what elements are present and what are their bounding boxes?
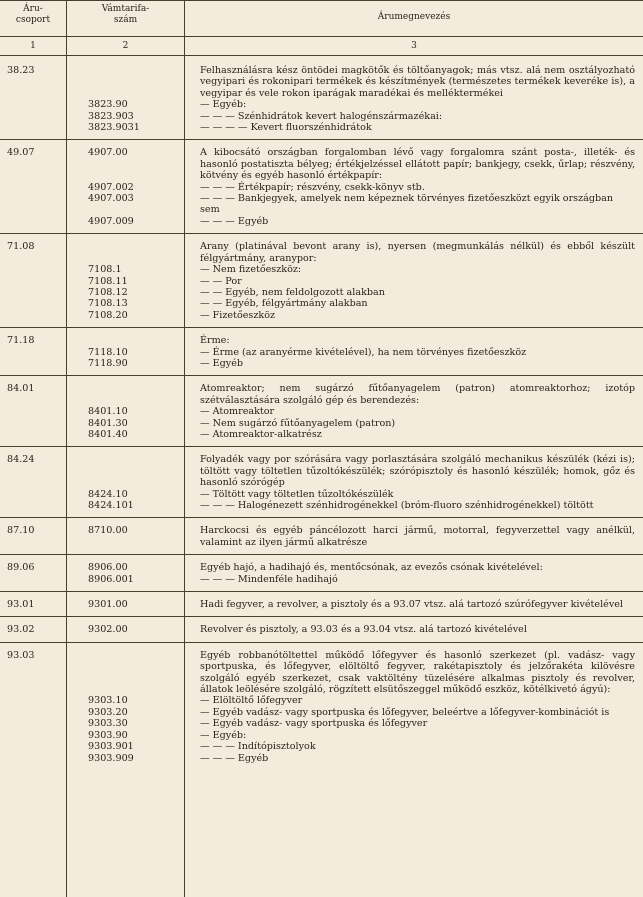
tariff-number: 4907.00	[88, 147, 128, 159]
goods-subitem: — Atomreaktor-alkatrész	[200, 428, 322, 440]
tariff-entry	[0, 592, 643, 617]
tariff-number: 3823.903	[88, 110, 134, 122]
tariff-entry	[0, 140, 643, 234]
tariff-line	[0, 741, 643, 752]
tariff-line	[0, 500, 643, 511]
header-bottom-rule	[0, 55, 643, 56]
goods-subitem: — Egyéb	[200, 357, 244, 369]
goods-subitem: — — Egyéb, félgyártmány alakban	[200, 298, 368, 310]
goods-subitem: — Egyéb:	[200, 729, 247, 741]
tariff-line	[0, 454, 643, 488]
goods-description: Egyéb robbanótöltettel működő lőfegyver és hasonló szerkezet (pl. vadász- vagy sportpuska, és lőfegyver, elöltöltő fegyver, rakétapisztoly és jelzőrakéta kilövésre szolgáló egyéb szerkezet, csak vaktöltény tüzelésére alkalmas pisztoly és revolver, állatok leölésére szolgáló, rögzített elsütőszeggel működő eszköz, kötélkivetó ágyú):	[200, 649, 635, 696]
tariff-line	[0, 695, 643, 706]
tariff-line	[0, 599, 643, 610]
group-code: 93.03	[7, 649, 35, 661]
tariff-entries	[0, 58, 643, 770]
goods-description: Atomreaktor; nem sugárzó fűtőanyagelem (patron) atomreaktorhoz; izotóp szétválasztására szolgáló gép és berendezés:	[200, 383, 635, 406]
tariff-line	[0, 574, 643, 585]
group-code: 93.02	[7, 624, 35, 636]
group-code: 71.08	[7, 241, 35, 253]
tariff-line	[0, 310, 643, 321]
group-code: 87.10	[7, 525, 35, 537]
group-code: 84.01	[7, 383, 35, 395]
tariff-number: 3823.90	[88, 99, 128, 111]
tariff-line	[0, 406, 643, 417]
tariff-number: 7108.20	[88, 309, 128, 321]
group-code: 38.23	[7, 65, 35, 76]
tariff-line	[0, 111, 643, 122]
col-number-3: 3	[411, 41, 417, 51]
goods-subitem: — — Egyéb, nem feldolgozott alakban	[200, 286, 385, 298]
col-number-2: 2	[122, 41, 129, 51]
tariff-number: 4907.003	[88, 193, 134, 205]
tariff-number: 9303.909	[88, 752, 134, 764]
tariff-entry	[0, 328, 643, 376]
goods-subitem: — Fizetőeszköz	[200, 309, 276, 321]
tariff-entry	[0, 447, 643, 518]
group-code: 93.01	[7, 599, 35, 611]
tariff-line	[0, 624, 643, 635]
goods-description: Felhasználásra kész öntödei magkötők és töltőanyagok; más vtsz. alá nem osztályozható vegyipari és rokonipari termékek és készítmények (természetes termékek keveréke is), a vegyipar és vele rokon iparágak maradékai és melléktermékei	[200, 65, 635, 99]
tariff-line	[0, 347, 643, 358]
goods-subitem: — — — — Kevert fluorszénhidrátok	[200, 122, 372, 134]
tariff-line	[0, 241, 643, 264]
tariff-line	[0, 730, 643, 741]
tariff-line	[0, 99, 643, 110]
tariff-line	[0, 264, 643, 275]
goods-subitem: — Érme (az aranyérme kivételével), ha nem törvényes fizetőeszköz	[200, 346, 527, 358]
tariff-line	[0, 562, 643, 573]
tariff-line	[0, 489, 643, 500]
group-code: 49.07	[7, 147, 35, 159]
tariff-number: 8424.101	[88, 500, 134, 511]
tariff-entry	[0, 518, 643, 555]
goods-subitem: — — — Mindenféle hadihajó	[200, 573, 338, 585]
goods-description: Érme:	[200, 335, 230, 347]
tariff-number: 7108.1	[88, 264, 122, 276]
goods-description: Folyadék vagy por szórására vagy porlasztására szolgáló mechanikus készülék (kézi is); töltött vagy töltetlen tűzoltókészülék; szórópisztoly és hasonló készülék; homok, gőz és hasonló szórógép	[200, 454, 635, 489]
tariff-number: 7108.11	[88, 275, 128, 287]
tariff-number: 8424.10	[88, 488, 128, 500]
goods-subitem: — Egyéb vadász- vagy sportpuska és lőfegyver	[200, 718, 428, 730]
goods-subitem: — Nem fizetőeszköz:	[200, 264, 302, 276]
goods-subitem: — Egyéb:	[200, 99, 247, 111]
tariff-number: 8906.00	[88, 562, 128, 574]
tariff-entry	[0, 234, 643, 328]
col-number-1: 1	[30, 41, 36, 51]
tariff-line	[0, 429, 643, 440]
goods-subitem: — Elöltöltő lőfegyver	[200, 695, 303, 707]
tariff-number: 8710.00	[88, 525, 128, 537]
tariff-line	[0, 298, 643, 309]
goods-description: Egyéb hajó, a hadihajó és, mentőcsónak, az evezős csónak kivételével:	[200, 562, 543, 574]
goods-subitem: — — — Szénhidrátok kevert halogénszármazékai:	[200, 110, 443, 122]
tariff-line	[0, 147, 643, 181]
col-header-vamtarifa-szam: Vámtarifa- szám	[101, 4, 150, 25]
tariff-line	[0, 65, 643, 99]
tariff-number: 4907.002	[88, 181, 134, 193]
col-header-arumegnevezes: Árumegnevezés	[377, 12, 451, 22]
goods-description: Arany (platinával bevont arany is), nyersen (megmunkálás nélkül) és ebből készült félgyártmány, aranypor:	[200, 241, 635, 264]
tariff-number: 8401.10	[88, 406, 128, 418]
tariff-entry	[0, 555, 643, 592]
tariff-number: 4907.009	[88, 215, 134, 227]
tariff-number: 8401.30	[88, 417, 128, 429]
tariff-number: 9303.901	[88, 741, 134, 753]
tariff-line	[0, 753, 643, 764]
tariff-number: 9303.90	[88, 729, 128, 741]
tariff-number: 7118.90	[88, 357, 128, 369]
goods-subitem: — — — Halogénezett szénhidrogénekkel (bróm-fluoro szénhidrogénekkel) töltött	[200, 500, 594, 511]
tariff-line	[0, 122, 643, 133]
tariff-number: 8906.001	[88, 573, 134, 585]
tariff-number: 3823.9031	[88, 122, 140, 134]
tariff-line	[0, 707, 643, 718]
goods-description: Harckocsi és egyéb páncélozott harci jármű, motorral, fegyverzettel vagy anélkül, valamint az ilyen jármű alkatrésze	[200, 525, 635, 548]
goods-subitem: — — — Egyéb	[200, 752, 269, 764]
tariff-line	[0, 525, 643, 548]
col-header-arucsoport: Áru- csoport	[15, 4, 51, 25]
group-code: 89.06	[7, 562, 35, 574]
group-code: 71.18	[7, 335, 35, 347]
tariff-line	[0, 182, 643, 193]
goods-subitem: — Atomreaktor	[200, 406, 275, 418]
tariff-number: 8401.40	[88, 428, 128, 440]
goods-description: Revolver és pisztoly, a 93.03 és a 93.04 vtsz. alá tartozó kivételével	[200, 624, 527, 636]
tariff-line	[0, 276, 643, 287]
goods-subitem: — — — Indítópisztolyok	[200, 741, 316, 753]
tariff-entry	[0, 643, 643, 770]
tariff-line	[0, 358, 643, 369]
tariff-line	[0, 418, 643, 429]
goods-subitem: — Nem sugárzó fűtőanyagelem (patron)	[200, 417, 396, 429]
tariff-line	[0, 193, 643, 216]
goods-subitem: — Egyéb vadász- vagy sportpuska és lőfegyver, beleértve a lőfegyver-kombinációt is	[200, 706, 610, 718]
table-header	[0, 0, 643, 56]
tariff-entry	[0, 617, 643, 642]
tariff-number: 9303.30	[88, 718, 128, 730]
group-code: 84.24	[7, 454, 35, 466]
tariff-line	[0, 650, 643, 696]
tariff-entry	[0, 376, 643, 447]
tariff-line	[0, 216, 643, 227]
tariff-line	[0, 335, 643, 346]
tariff-number: 9303.10	[88, 695, 128, 707]
tariff-line	[0, 718, 643, 729]
goods-subitem: — — — Értékpapír; részvény, csekk-könyv stb.	[200, 181, 425, 193]
goods-subitem: — — — Egyéb	[200, 215, 269, 227]
goods-subitem: — Töltött vagy töltetlen tűzoltókészülék	[200, 488, 394, 500]
goods-description: A kibocsátó országban forgalomban lévő vagy forgalomra szánt posta-, illeték- és hasonló postatiszta bélyeg; értékjelzéssel ellátott papír; bankjegy, csekk, űrlap; részvény, kötvény és egyéb hasonló értékpapír:	[200, 147, 635, 182]
goods-subitem: — — — Bankjegyek, amelyek nem képeznek törvényes fizetőeszközt egyik országban sem	[200, 193, 614, 216]
tariff-number: 7108.13	[88, 298, 128, 310]
header-mid-rule	[0, 36, 643, 37]
goods-subitem: — — Por	[200, 275, 242, 287]
goods-description: Hadi fegyver, a revolver, a pisztoly és a 93.07 vtsz. alá tartozó szúrófegyver kivételével	[200, 599, 623, 611]
tariff-number: 7118.10	[88, 346, 128, 358]
header-top-rule	[0, 0, 643, 1]
tariff-line	[0, 383, 643, 406]
tariff-number: 7108.12	[88, 286, 128, 298]
tariff-number: 9302.00	[88, 624, 128, 636]
tariff-entry	[0, 58, 643, 140]
tariff-number: 9301.00	[88, 599, 128, 611]
tariff-number: 9303.20	[88, 706, 128, 718]
tariff-line	[0, 287, 643, 298]
